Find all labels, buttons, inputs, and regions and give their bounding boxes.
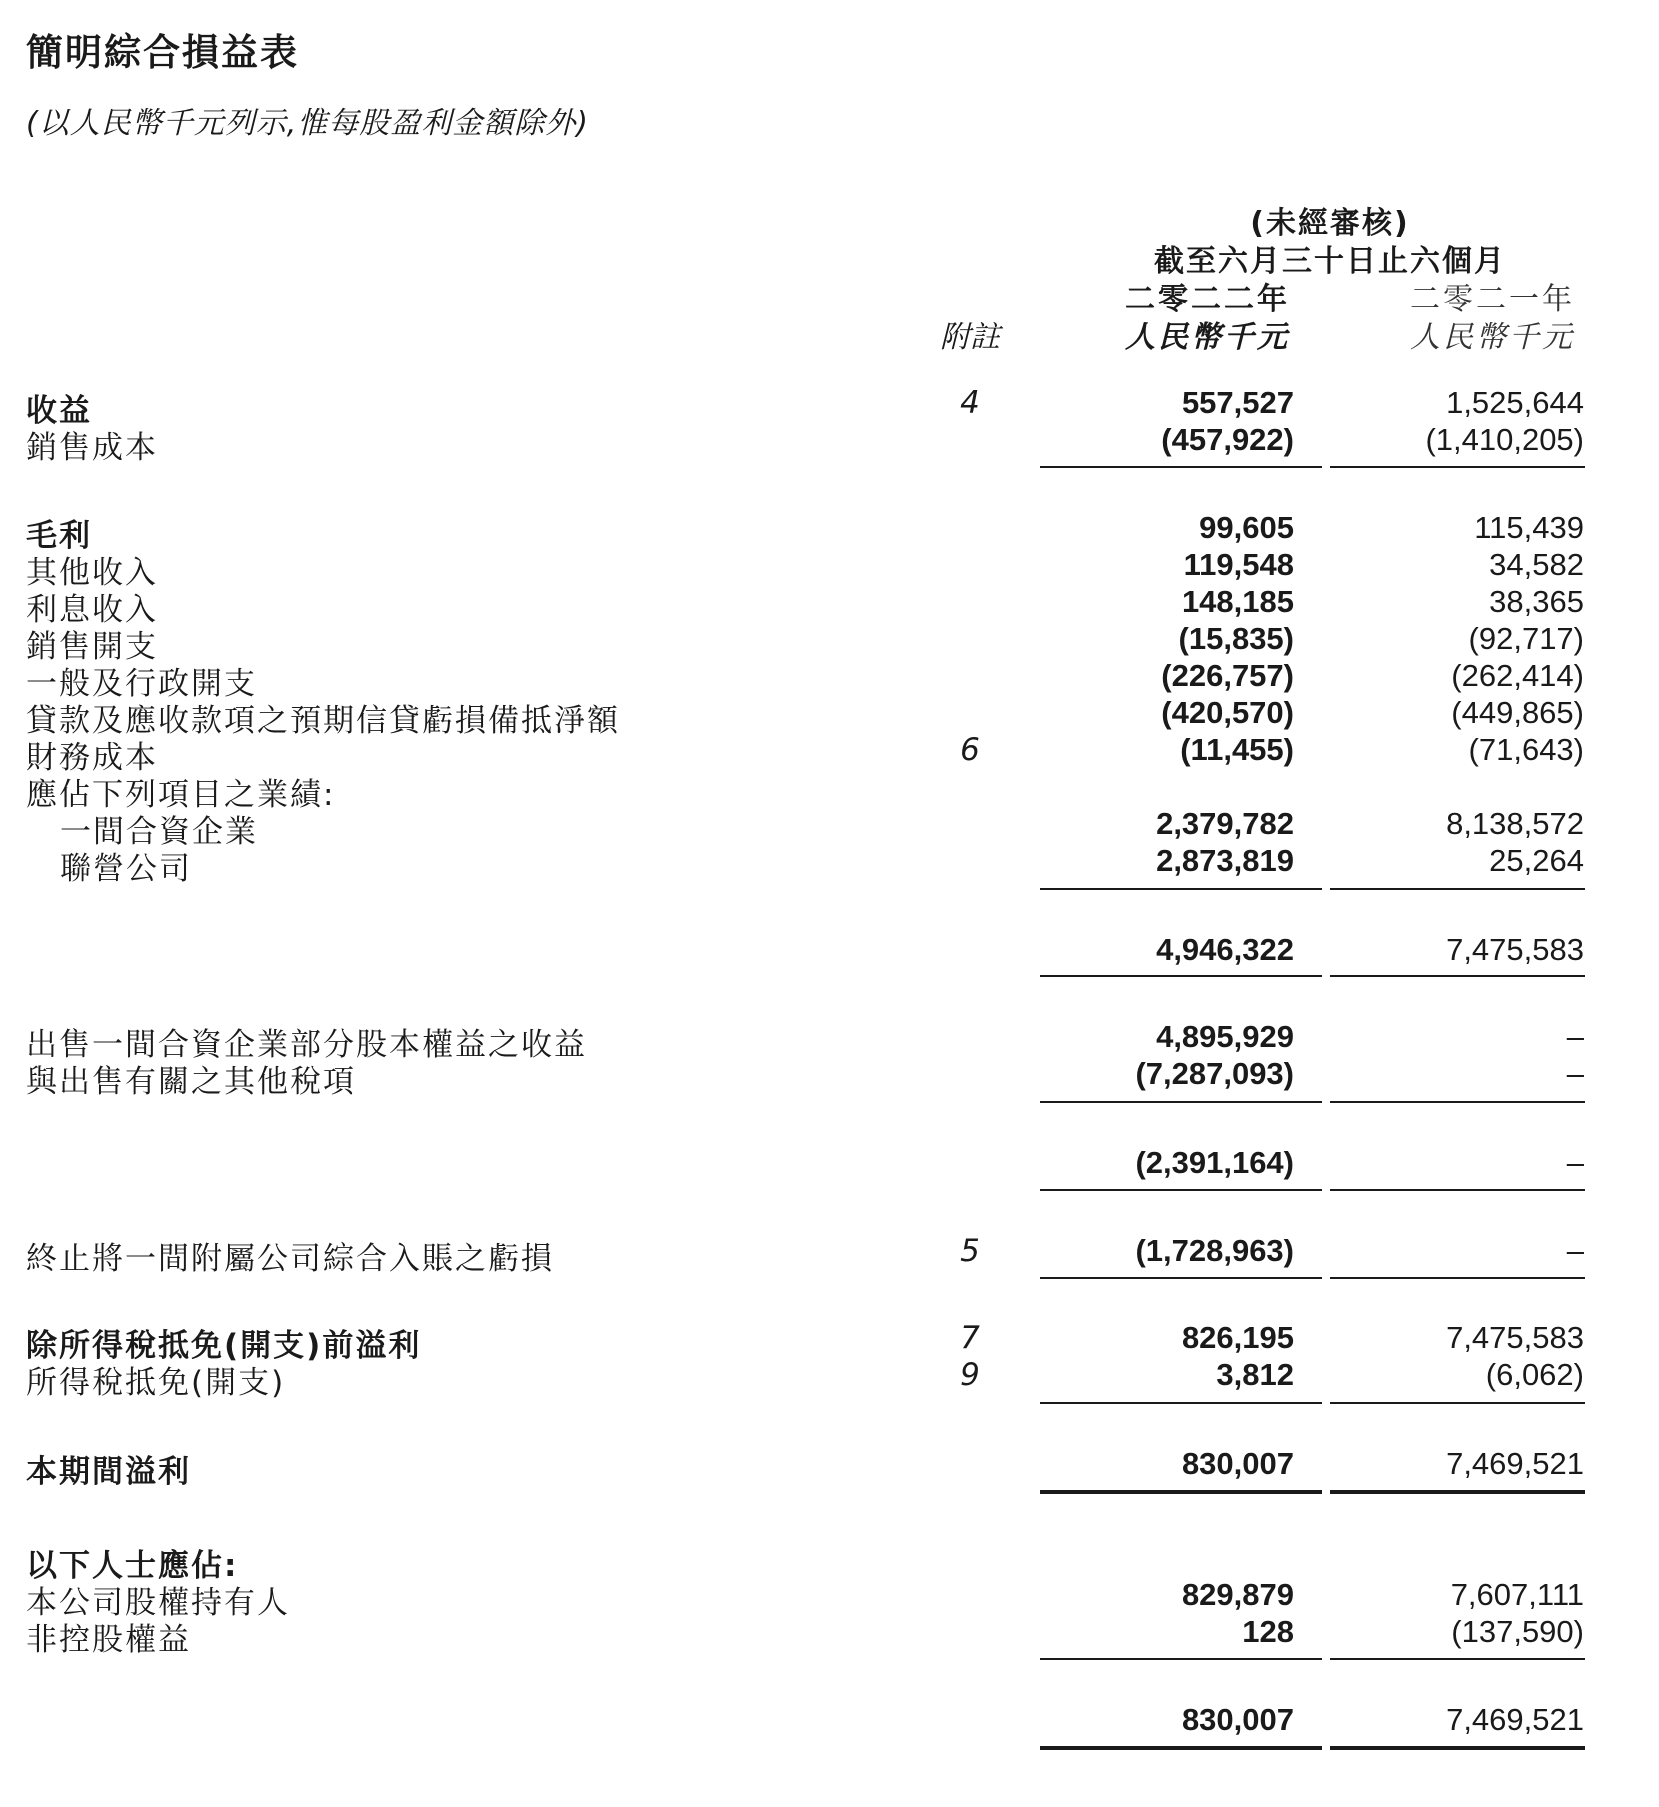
row-prior-value: 34,582: [1489, 547, 1584, 582]
row-prior-value: 7,475,583: [1446, 1320, 1584, 1355]
row-label: 終止將一間附屬公司綜合入賬之虧損: [26, 1241, 554, 1277]
row-current-value: (15,835): [1178, 621, 1294, 656]
row-prior-value: 25,264: [1489, 843, 1584, 878]
currency-prior-header: 人民幣千元: [1410, 320, 1575, 355]
underline: [1040, 975, 1322, 977]
row-prior-value: (92,717): [1468, 621, 1584, 656]
row-current-value: 148,185: [1181, 584, 1294, 619]
row-prior-value: (449,865): [1451, 695, 1584, 730]
underline: [1330, 1277, 1585, 1279]
row-current-value: (420,570): [1161, 695, 1294, 730]
period-header: 截至六月三十日止六個月: [1154, 244, 1506, 279]
underline: [1330, 1658, 1585, 1660]
underline: [1330, 1189, 1585, 1191]
row-label: 一般及行政開支: [26, 666, 257, 702]
row-label: 出售一間合資企業部分股本權益之收益: [26, 1027, 587, 1063]
row-label: 銷售成本: [26, 430, 158, 466]
underline: [1040, 1101, 1322, 1103]
row-label: 應佔下列項目之業績:: [26, 777, 336, 813]
row-label: 本期間溢利: [26, 1454, 191, 1490]
row-label: 一間合資企業: [60, 814, 258, 850]
currency-current-header: 人民幣千元: [1125, 320, 1290, 355]
row-current-value: (7,287,093): [1135, 1056, 1294, 1091]
row-label: 與出售有關之其他稅項: [26, 1064, 356, 1100]
row-prior-value: (1,410,205): [1425, 422, 1584, 457]
row-label: 非控股權益: [26, 1622, 191, 1658]
row-prior-value: –: [1566, 1019, 1584, 1054]
row-prior-value: –: [1566, 1233, 1584, 1268]
row-label: 本公司股權持有人: [26, 1585, 290, 1621]
row-prior-value: (137,590): [1451, 1614, 1584, 1649]
audit-header: (未經審核): [1250, 206, 1410, 241]
row-current-value: 4,895,929: [1156, 1019, 1294, 1054]
row-prior-value: 38,365: [1489, 584, 1584, 619]
row-note: 5: [960, 1233, 980, 1269]
underline: [1330, 888, 1585, 890]
row-prior-value: (71,643): [1468, 732, 1584, 767]
row-note: 4: [960, 385, 980, 421]
row-prior-value: 8,138,572: [1446, 806, 1584, 841]
total-prior-value: 7,469,521: [1446, 1702, 1584, 1737]
double-underline: [1040, 1490, 1322, 1494]
row-current-value: 2,873,819: [1156, 843, 1294, 878]
row-current-value: 826,195: [1181, 1320, 1294, 1355]
double-underline: [1330, 1746, 1585, 1750]
row-label: 所得稅抵免(開支): [26, 1365, 286, 1401]
row-label: 聯營公司: [60, 851, 192, 887]
row-current-value: (457,922): [1161, 422, 1294, 457]
subtotal-current-value: (2,391,164): [1135, 1145, 1294, 1180]
underline: [1040, 466, 1322, 468]
row-prior-value: 1,525,644: [1446, 385, 1584, 420]
row-current-value: 128: [1242, 1614, 1294, 1649]
row-prior-value: (262,414): [1451, 658, 1584, 693]
row-label: 財務成本: [26, 740, 158, 776]
row-current-value: 99,605: [1199, 510, 1294, 545]
underline: [1040, 888, 1322, 890]
underline: [1040, 1277, 1322, 1279]
underline: [1040, 1658, 1322, 1660]
row-current-value: (1,728,963): [1135, 1233, 1294, 1268]
underline: [1330, 975, 1585, 977]
row-current-value: 557,527: [1181, 385, 1294, 420]
row-label: 銷售開支: [26, 629, 158, 665]
page-title: 簡明綜合損益表: [26, 31, 299, 74]
row-prior-value: 7,469,521: [1446, 1446, 1584, 1481]
underline: [1330, 1101, 1585, 1103]
underline: [1330, 1402, 1585, 1404]
subtotal-prior-value: –: [1566, 1145, 1584, 1180]
row-label: 以下人士應佔:: [26, 1548, 239, 1584]
year-current-header: 二零二二年: [1125, 282, 1290, 317]
row-note: 9: [960, 1357, 980, 1393]
underline: [1040, 1189, 1322, 1191]
underline: [1330, 466, 1585, 468]
row-prior-value: –: [1566, 1056, 1584, 1091]
subtitle: (以人民幣千元列示,惟每股盈利金額除外): [26, 106, 589, 141]
row-current-value: (11,455): [1180, 732, 1294, 767]
row-label: 利息收入: [26, 592, 158, 628]
row-label: 收益: [26, 393, 92, 429]
year-prior-header: 二零二一年: [1410, 282, 1575, 317]
row-prior-value: (6,062): [1485, 1357, 1584, 1392]
note-header: 附註: [940, 320, 1000, 355]
total-current-value: 830,007: [1181, 1702, 1294, 1737]
row-current-value: (226,757): [1161, 658, 1294, 693]
row-note: 6: [960, 732, 980, 768]
subtotal-prior-value: 7,475,583: [1446, 932, 1584, 967]
double-underline: [1330, 1490, 1585, 1494]
row-current-value: 119,548: [1183, 547, 1294, 582]
row-note: 7: [960, 1320, 980, 1356]
row-prior-value: 7,607,111: [1450, 1577, 1584, 1612]
underline: [1040, 1402, 1322, 1404]
row-current-value: 829,879: [1181, 1577, 1294, 1612]
row-current-value: 830,007: [1181, 1446, 1294, 1481]
row-label: 其他收入: [26, 555, 158, 591]
row-prior-value: 115,439: [1474, 510, 1584, 545]
row-current-value: 3,812: [1216, 1357, 1294, 1392]
double-underline: [1040, 1746, 1322, 1750]
subtotal-current-value: 4,946,322: [1156, 932, 1294, 967]
row-label: 毛利: [26, 518, 92, 554]
row-label: 除所得稅抵免(開支)前溢利: [26, 1328, 422, 1364]
row-label: 貸款及應收款項之預期信貸虧損備抵淨額: [26, 703, 620, 739]
row-current-value: 2,379,782: [1156, 806, 1294, 841]
